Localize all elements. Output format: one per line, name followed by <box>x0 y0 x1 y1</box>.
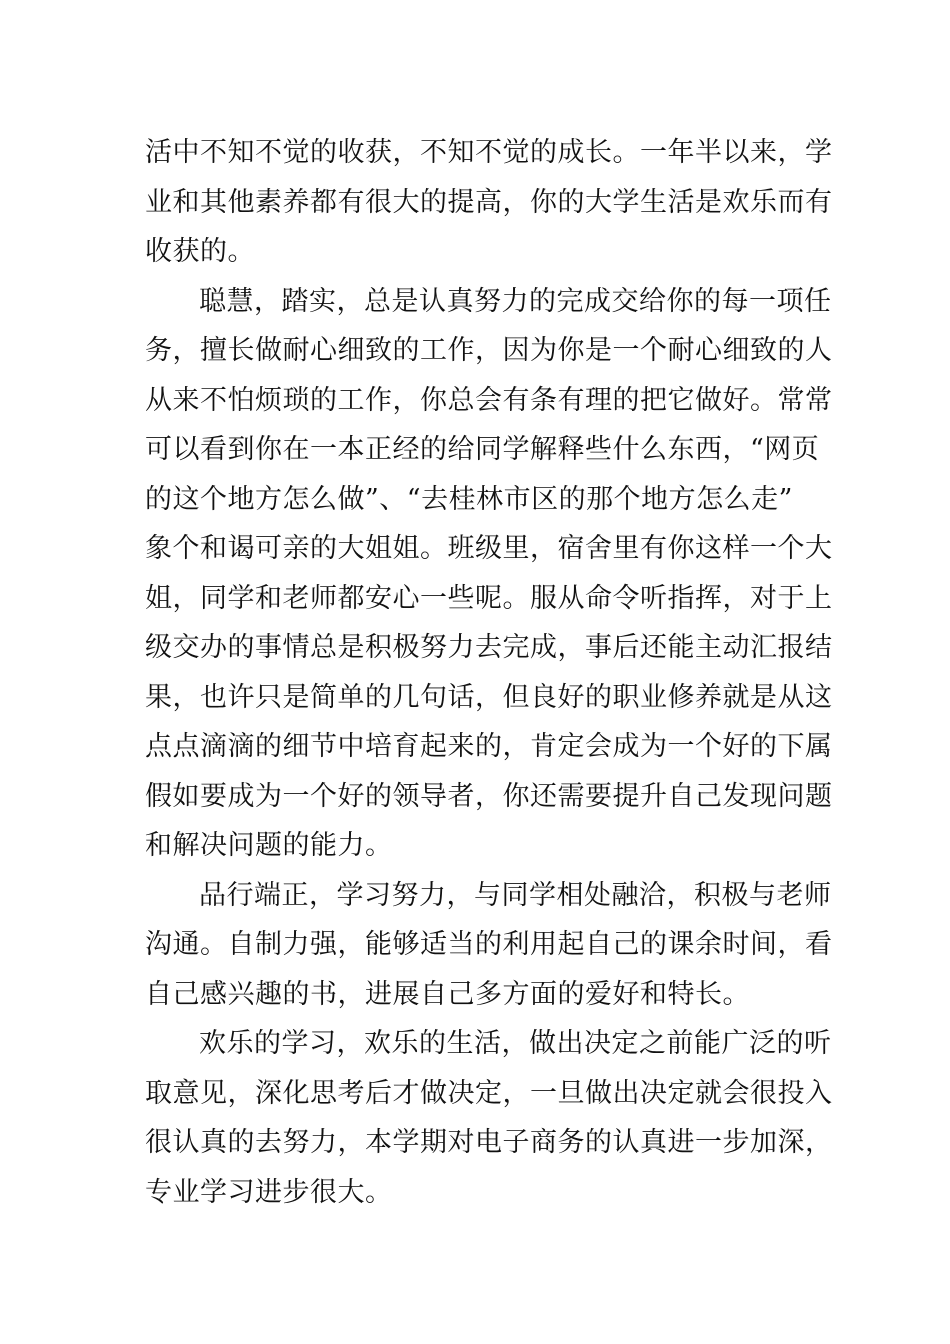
text-line: 专业学习进步很大。 <box>145 1176 393 1208</box>
text-line: 取意见，深化思考后才做决定，一旦做出决定就会很投入 <box>145 1077 833 1109</box>
text-line: 很认真的去努力，本学期对电子商务的认真进一步加深， <box>145 1127 833 1158</box>
text-line: 聪慧，踏实，总是认真努力的完成交给你的每一项任 <box>199 285 832 317</box>
text-line: 欢乐的学习，欢乐的生活，做出决定之前能广泛的听 <box>199 1028 832 1059</box>
text-line: 活中不知不觉的收获，不知不觉的成长。一年半以来，学 <box>145 137 833 168</box>
paragraph-4 <box>145 1019 833 1217</box>
text-line: 从来不怕烦琐的工作，你总会有条有理的把它做好。常常 <box>145 384 833 416</box>
document-body <box>145 128 833 1217</box>
text-line: 务，擅长做耐心细致的工作，因为你是一个耐心细致的人 <box>145 335 833 366</box>
text-line: 象个和谒可亲的大姐姐。班级里，宿舍里有你这样一个大 <box>145 533 833 564</box>
paragraph-3 <box>145 871 833 1020</box>
text-line: 品行端正，学习努力，与同学相处融洽，积极与老师 <box>199 879 832 911</box>
text-line: 收获的。 <box>145 236 255 267</box>
text-line: 果，也许只是简单的几句话，但良好的职业修养就是从这 <box>145 681 833 713</box>
text-line: 的这个地方怎么做”、“去桂林市区的那个地方怎么走” <box>145 483 793 515</box>
text-line: 假如要成为一个好的领导者，你还需要提升自己发现问题 <box>145 780 833 812</box>
text-line: 和解决问题的能力。 <box>145 830 393 861</box>
text-line: 业和其他素养都有很大的提高，你的大学生活是欢乐而有 <box>145 186 833 218</box>
text-line: 可以看到你在一本正经的给同学解释些什么东西，“网页 <box>145 434 820 465</box>
paragraph-1 <box>145 128 833 277</box>
text-line: 沟通。自制力强，能够适当的利用起自己的课余时间，看 <box>145 929 833 960</box>
text-line: 姐，同学和老师都安心一些呢。服从命令听指挥，对于上 <box>145 582 833 614</box>
text-line: 级交办的事情总是积极努力去完成，事后还能主动汇报结 <box>145 632 833 663</box>
paragraph-2 <box>145 277 833 871</box>
text-line: 自己感兴趣的书，进展自己多方面的爱好和特长。 <box>145 978 750 1010</box>
text-line: 点点滴滴的细节中培育起来的，肯定会成为一个好的下属 <box>145 731 833 762</box>
